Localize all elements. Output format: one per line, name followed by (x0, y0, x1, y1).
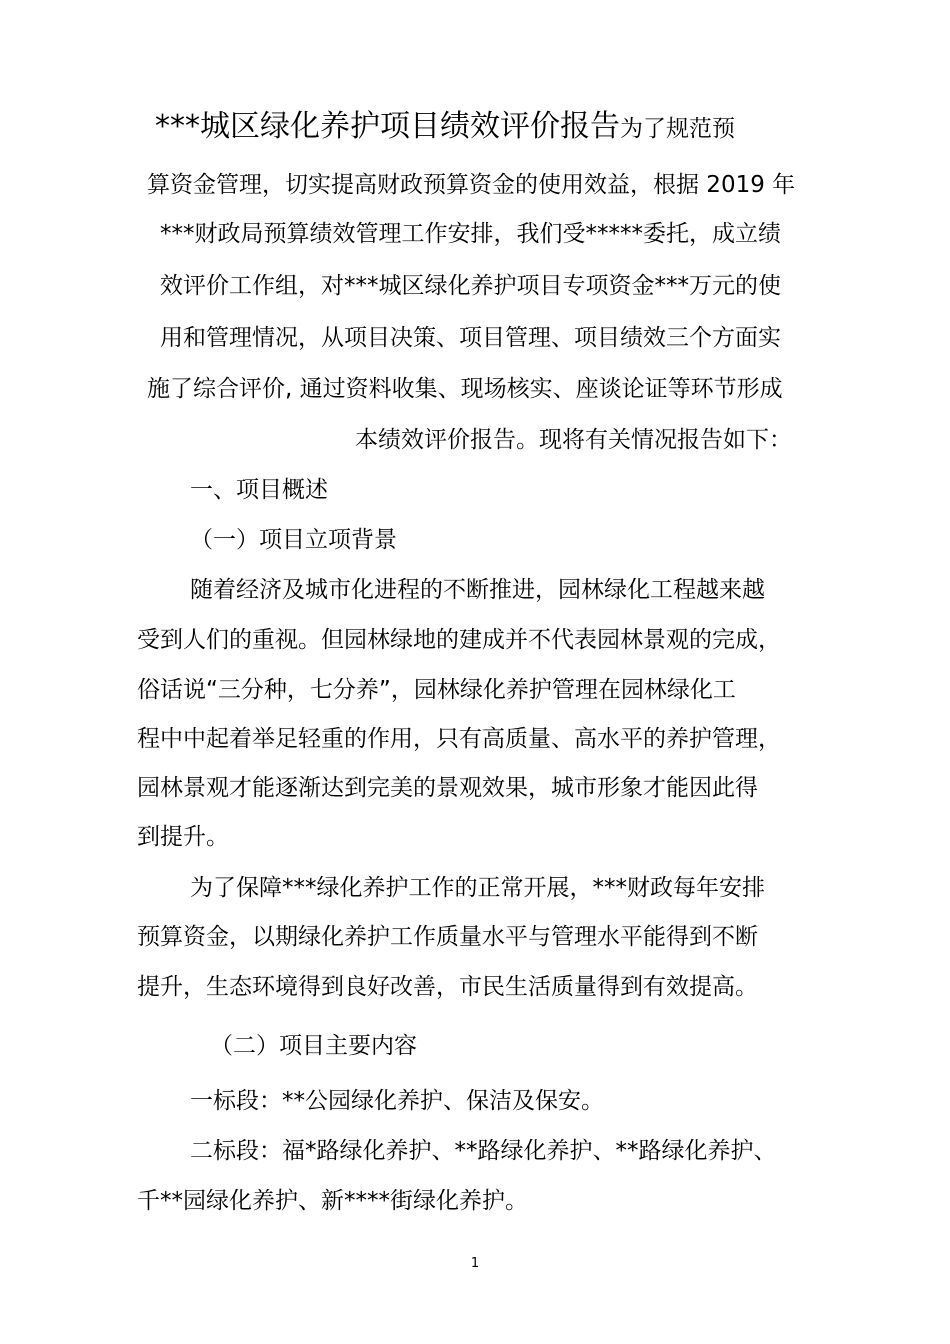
paragraph-line: 二标段：福*路绿化养护、**路绿化养护、**路绿化养护、 (190, 1138, 777, 1164)
paragraph-line: 园林景观才能逐渐达到完美的景观效果，城市形象才能因此得 (137, 775, 758, 801)
intro-line: 本绩效评价报告。现将有关情况报告如下： (355, 427, 792, 453)
paragraph-line: 为了保障***绿化养护工作的正常开展，***财政每年安排 (190, 875, 765, 901)
paragraph-line: 千**园绿化养护、新****街绿化养护。 (137, 1188, 528, 1214)
paragraph-line: 到提升。 (137, 824, 229, 850)
intro-line: 为了规范预 (620, 116, 735, 142)
intro-line: 效评价工作组，对***城区绿化养护项目专项资金***万元的使 (160, 273, 781, 299)
intro-line: 施了综合评价, 通过资料收集、现场核实、座谈论证等环节形成 (147, 376, 783, 402)
page-number: 1 (470, 1256, 480, 1271)
document-title: ***城区绿化养护项目绩效评价报告 (155, 109, 620, 144)
paragraph-line: 随着经济及城市化进程的不断推进，园林绿化工程越来越 (190, 577, 765, 603)
paragraph-line: 预算资金，以期绿化养护工作质量水平与管理水平能得到不断 (137, 924, 758, 950)
paragraph-line: 一标段：**公园绿化养护、保洁及保安。 (190, 1088, 604, 1114)
subsection-heading: （二）项目主要内容 (210, 1033, 417, 1059)
intro-line: 算资金管理，切实提高财政预算资金的使用效益，根据 2019 年 (147, 172, 796, 198)
paragraph-line: 俗话说“三分种，七分养”，园林绿化养护管理在园林绿化工 (137, 677, 736, 703)
section-heading: 一、项目概述 (190, 477, 328, 503)
intro-line: ***财政局预算绩效管理工作安排，我们受*****委托，成立绩 (160, 221, 781, 247)
paragraph-line: 受到人们的重视。但园林绿地的建成并不代表园林景观的完成， (137, 627, 781, 653)
paragraph-line: 程中中起着举足轻重的作用，只有高质量、高水平的养护管理， (137, 726, 781, 752)
paragraph-line: 提升，生态环境得到良好改善，市民生活质量得到有效提高。 (137, 974, 758, 1000)
subsection-heading: （一）项目立项背景 (190, 527, 397, 553)
title-line (155, 109, 735, 144)
intro-line: 用和管理情况，从项目决策、项目管理、项目绩效三个方面实 (160, 325, 781, 351)
